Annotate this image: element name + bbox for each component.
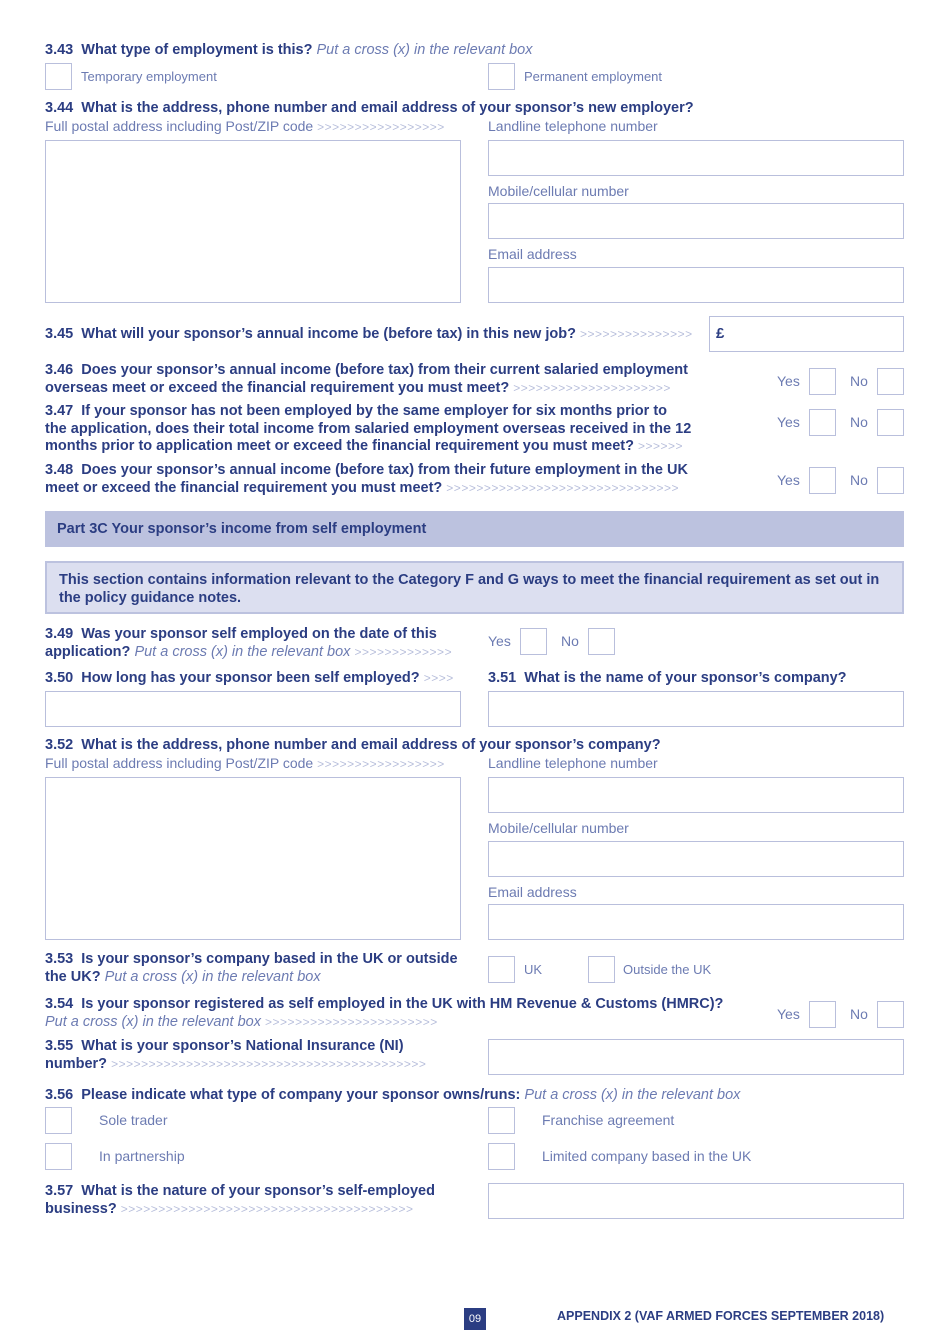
q345-heading: 3.45 What will your sponsor’s annual income be (before tax) in this new job? >>>>>>>>>>>>>>> <box>45 326 693 342</box>
footer-title: APPENDIX 2 (VAF ARMED FORCES SEPTEMBER 2018) <box>557 1309 885 1323</box>
temporary-employment-checkbox[interactable] <box>45 63 72 90</box>
q355-heading: 3.55 What is your sponsor’s National Insurance (NI) number? >>>>>>>>>>>>>>>>>>>>>>>>>>>>>>>>>>>>>>>>>> <box>45 1038 427 1072</box>
business-nature-field[interactable] <box>488 1183 904 1219</box>
uk-checkbox[interactable] <box>488 956 515 983</box>
franchise-agreement-checkbox[interactable] <box>488 1107 515 1134</box>
q352-landline-label: Landline telephone number <box>488 755 658 771</box>
outside-uk-label: Outside the UK <box>623 962 712 977</box>
q347-yes-label: Yes <box>777 414 800 430</box>
in-partnership-label: In partnership <box>99 1148 185 1164</box>
q356-heading: 3.56 Please indicate what type of company your sponsor owns/runs: Put a cross (x) in the relevant box <box>45 1087 741 1103</box>
q344-landline-label: Landline telephone number <box>488 118 658 134</box>
q344-mobile-label: Mobile/cellular number <box>488 183 629 199</box>
q352-address-label: Full postal address including Post/ZIP code >>>>>>>>>>>>>>>>> <box>45 755 445 771</box>
permanent-employment-label: Permanent employment <box>524 69 663 84</box>
q354-heading: 3.54 Is your sponsor registered as self employed in the UK with HM Revenue & Customs (HMRC)? Put a cross (x) in the relevant box >>>>>>>>>>>>>>>>>>>>>>> <box>45 996 724 1030</box>
employer-email-field[interactable] <box>488 267 904 303</box>
temporary-employment-label: Temporary employment <box>81 69 217 84</box>
part3c-note <box>45 561 904 614</box>
limited-company-label: Limited company based in the UK <box>542 1148 752 1164</box>
q348-no-label: No <box>850 472 868 488</box>
q348-yes-checkbox[interactable] <box>809 467 836 494</box>
q348-yes-label: Yes <box>777 472 800 488</box>
q352-email-label: Email address <box>488 884 577 900</box>
q354-yes-checkbox[interactable] <box>809 1001 836 1028</box>
part3c-header <box>45 511 904 547</box>
q347-no-checkbox[interactable] <box>877 409 904 436</box>
company-mobile-field[interactable] <box>488 841 904 877</box>
q347-heading: 3.47 If your sponsor has not been employed by the same employer for six months prior to the application, does their total income from salaried employment overseas received in the 12 months prior to application meet or exceed the financial requirement you must meet? >>>>>> <box>45 403 692 454</box>
q347-no-label: No <box>850 414 868 430</box>
in-partnership-checkbox[interactable] <box>45 1143 72 1170</box>
q346-no-label: No <box>850 373 868 389</box>
sole-trader-checkbox[interactable] <box>45 1107 72 1134</box>
q351-heading: 3.51 What is the name of your sponsor’s company? <box>488 670 847 686</box>
q348-no-checkbox[interactable] <box>877 467 904 494</box>
company-landline-field[interactable] <box>488 777 904 813</box>
part3c-note-text: This section contains information relevant to the Category F and G ways to meet the financial requirement as set out in the policy guidance notes. <box>59 572 880 606</box>
employer-address-field[interactable] <box>45 140 461 303</box>
q349-yes-checkbox[interactable] <box>520 628 547 655</box>
company-email-field[interactable] <box>488 904 904 940</box>
q352-heading: 3.52 What is the address, phone number and email address of your sponsor’s company? <box>45 737 661 753</box>
q350-heading: 3.50 How long has your sponsor been self employed? >>>> <box>45 670 454 686</box>
ni-number-field[interactable] <box>488 1039 904 1075</box>
outside-uk-checkbox[interactable] <box>588 956 615 983</box>
q352-mobile-label: Mobile/cellular number <box>488 820 629 836</box>
q354-no-label: No <box>850 1006 868 1022</box>
annual-income-field[interactable] <box>709 316 904 352</box>
q349-no-checkbox[interactable] <box>588 628 615 655</box>
q344-address-label: Full postal address including Post/ZIP code >>>>>>>>>>>>>>>>> <box>45 118 445 134</box>
uk-label: UK <box>524 962 543 977</box>
pound-sign: £ <box>716 325 725 342</box>
q353-heading: 3.53 Is your sponsor’s company based in the UK or outside the UK? Put a cross (x) in the relevant box <box>45 951 458 985</box>
q346-heading: 3.46 Does your sponsor’s annual income (before tax) from their current salaried employment overseas meet or exceed the financial requirement you must meet? >>>>>>>>>>>>>>>>>>>>> <box>45 362 688 396</box>
limited-company-checkbox[interactable] <box>488 1143 515 1170</box>
q344-email-label: Email address <box>488 246 577 262</box>
q349-yes-label: Yes <box>488 633 511 649</box>
employer-mobile-field[interactable] <box>488 203 904 239</box>
self-employed-duration-field[interactable] <box>45 691 461 727</box>
q349-heading: 3.49 Was your sponsor self employed on the date of this application? Put a cross (x) in the relevant box >>>>>>>>>>>>> <box>45 626 453 660</box>
q346-no-checkbox[interactable] <box>877 368 904 395</box>
page-number: 09 <box>464 1308 486 1330</box>
q354-no-checkbox[interactable] <box>877 1001 904 1028</box>
part3c-title: Part 3C Your sponsor’s income from self employment <box>57 521 427 537</box>
q354-yes-label: Yes <box>777 1006 800 1022</box>
sole-trader-label: Sole trader <box>99 1112 168 1128</box>
q343-heading: 3.43 What type of employment is this? Put a cross (x) in the relevant box <box>45 42 533 58</box>
franchise-agreement-label: Franchise agreement <box>542 1112 675 1128</box>
q344-heading: 3.44 What is the address, phone number and email address of your sponsor’s new employer? <box>45 100 694 116</box>
q348-heading: 3.48 Does your sponsor’s annual income (before tax) from their future employment in the UK meet or exceed the financial requirement you must meet? >>>>>>>>>>>>>>>>>>>>>>>>>>>>>>> <box>45 462 688 496</box>
q346-yes-checkbox[interactable] <box>809 368 836 395</box>
employer-landline-field[interactable] <box>488 140 904 176</box>
permanent-employment-checkbox[interactable] <box>488 63 515 90</box>
company-address-field[interactable] <box>45 777 461 940</box>
q346-yes-label: Yes <box>777 373 800 389</box>
q357-heading: 3.57 What is the nature of your sponsor’s self-employed business? >>>>>>>>>>>>>>>>>>>>>>>>>>>>>>>>>>>>>>> <box>45 1183 435 1217</box>
company-name-field[interactable] <box>488 691 904 727</box>
q347-yes-checkbox[interactable] <box>809 409 836 436</box>
q349-no-label: No <box>561 633 579 649</box>
